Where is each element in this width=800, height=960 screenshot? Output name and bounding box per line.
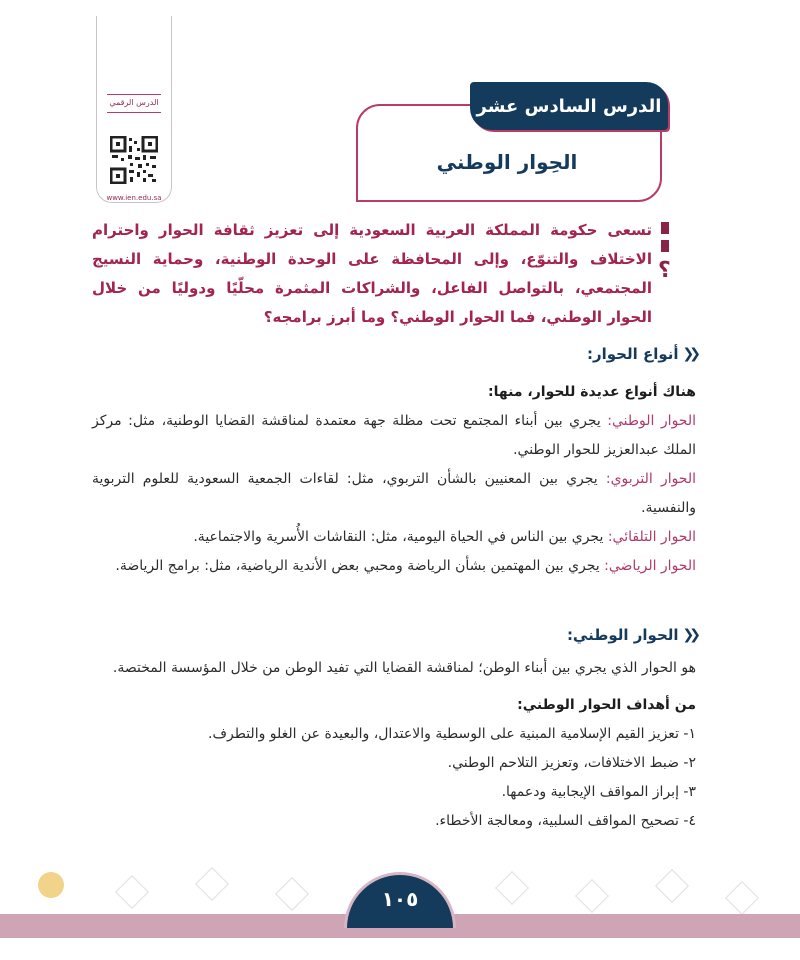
list-item: الحوار الرياضي: يجري بين المهتمين بشأن الرياضة ومحبي بعض الأندية الرياضية، مثل: برامج الرياضة.	[115, 558, 696, 574]
digital-lesson-card[interactable]	[96, 16, 172, 203]
national-section	[92, 654, 696, 836]
decorative-diamond	[495, 871, 529, 905]
lesson-number-tab: الدرس السادس عشر	[470, 82, 668, 130]
goals-heading: من أهداف الحوار الوطني:	[517, 697, 696, 713]
decorative-diamond	[115, 875, 149, 909]
intro-paragraph: تسعى حكومة المملكة العربية السعودية إلى تعزيز ثقافة الحوار واحترام الاختلاف والتنوّع، وإلى المحافظة على الوحدة الوطنية، وحماية النسيج المجتمعي، بالتواصل الفاعل، والشراكات المثمرة محلّيًا ودوليًا من خلال الحوار الوطني، فما الحوار الوطني؟ وما أبرز برامجه؟	[92, 221, 652, 326]
national-definition: هو الحوار الذي يجري بين أبناء الوطن؛ لمناقشة القضايا التي تفيد الوطن من خلال المؤسسة المختصة.	[112, 660, 696, 676]
publisher-logo-icon	[38, 872, 64, 898]
double-chevron-icon: ❮❮	[682, 346, 696, 362]
types-section	[92, 378, 696, 581]
decorative-diamond	[195, 867, 229, 901]
list-item: ١- تعزيز القيم الإسلامية المبنية على الوسطية والاعتدال، والبعيدة عن الغلو والتطرف.	[208, 726, 696, 742]
page-number: ١٠٥	[344, 872, 456, 928]
list-item: الحوار التلقائي: يجري بين الناس في الحياة اليومية، مثل: النقاشات الأُسرية والاجتماعية.	[193, 529, 696, 545]
divider	[107, 94, 161, 95]
goals-list	[92, 720, 696, 836]
lesson-title: الحِوار الوطني	[436, 150, 578, 174]
decorative-diamond	[275, 877, 309, 911]
types-heading: ❮❮ أنواع الحوار:	[586, 345, 696, 363]
national-heading: ❮❮ الحوار الوطني:	[566, 626, 696, 644]
decorative-diamond	[655, 869, 689, 903]
types-lead: هناك أنواع عديدة للحوار، منها:	[488, 384, 696, 400]
digital-lesson-label: الدرس الرقمي	[109, 98, 159, 107]
list-item: ٢- ضبط الاختلافات، وتعزيز التلاحم الوطني.	[447, 755, 696, 771]
qr-code-icon[interactable]	[110, 136, 158, 184]
decorative-diamond	[575, 879, 609, 913]
list-item: ٣- إبراز المواقف الإيجابية ودعمها.	[501, 784, 696, 800]
question-mark-icon: ؟	[658, 258, 671, 283]
double-chevron-icon: ❮❮	[682, 627, 696, 643]
list-item: الحوار التربوي: يجري بين المعنيين بالشأن التربوي، مثل: لقاءات الجمعية السعودية للعلوم التربوية والنفسية.	[92, 471, 697, 516]
divider	[107, 112, 161, 113]
list-item: الحوار الوطني: يجري بين أبناء المجتمع تحت مظلة جهة معتمدة لمناقشة القضايا الوطنية، مثل: مركز الملك عبدالعزيز للحوار الوطني.	[92, 413, 696, 458]
intro-marker	[658, 222, 672, 322]
decorative-diamond	[725, 881, 759, 915]
list-item: ٤- تصحيح المواقف السلبية، ومعالجة الأخطاء.	[435, 813, 696, 829]
digital-lesson-url[interactable]: www.ien.edu.sa	[106, 194, 162, 202]
